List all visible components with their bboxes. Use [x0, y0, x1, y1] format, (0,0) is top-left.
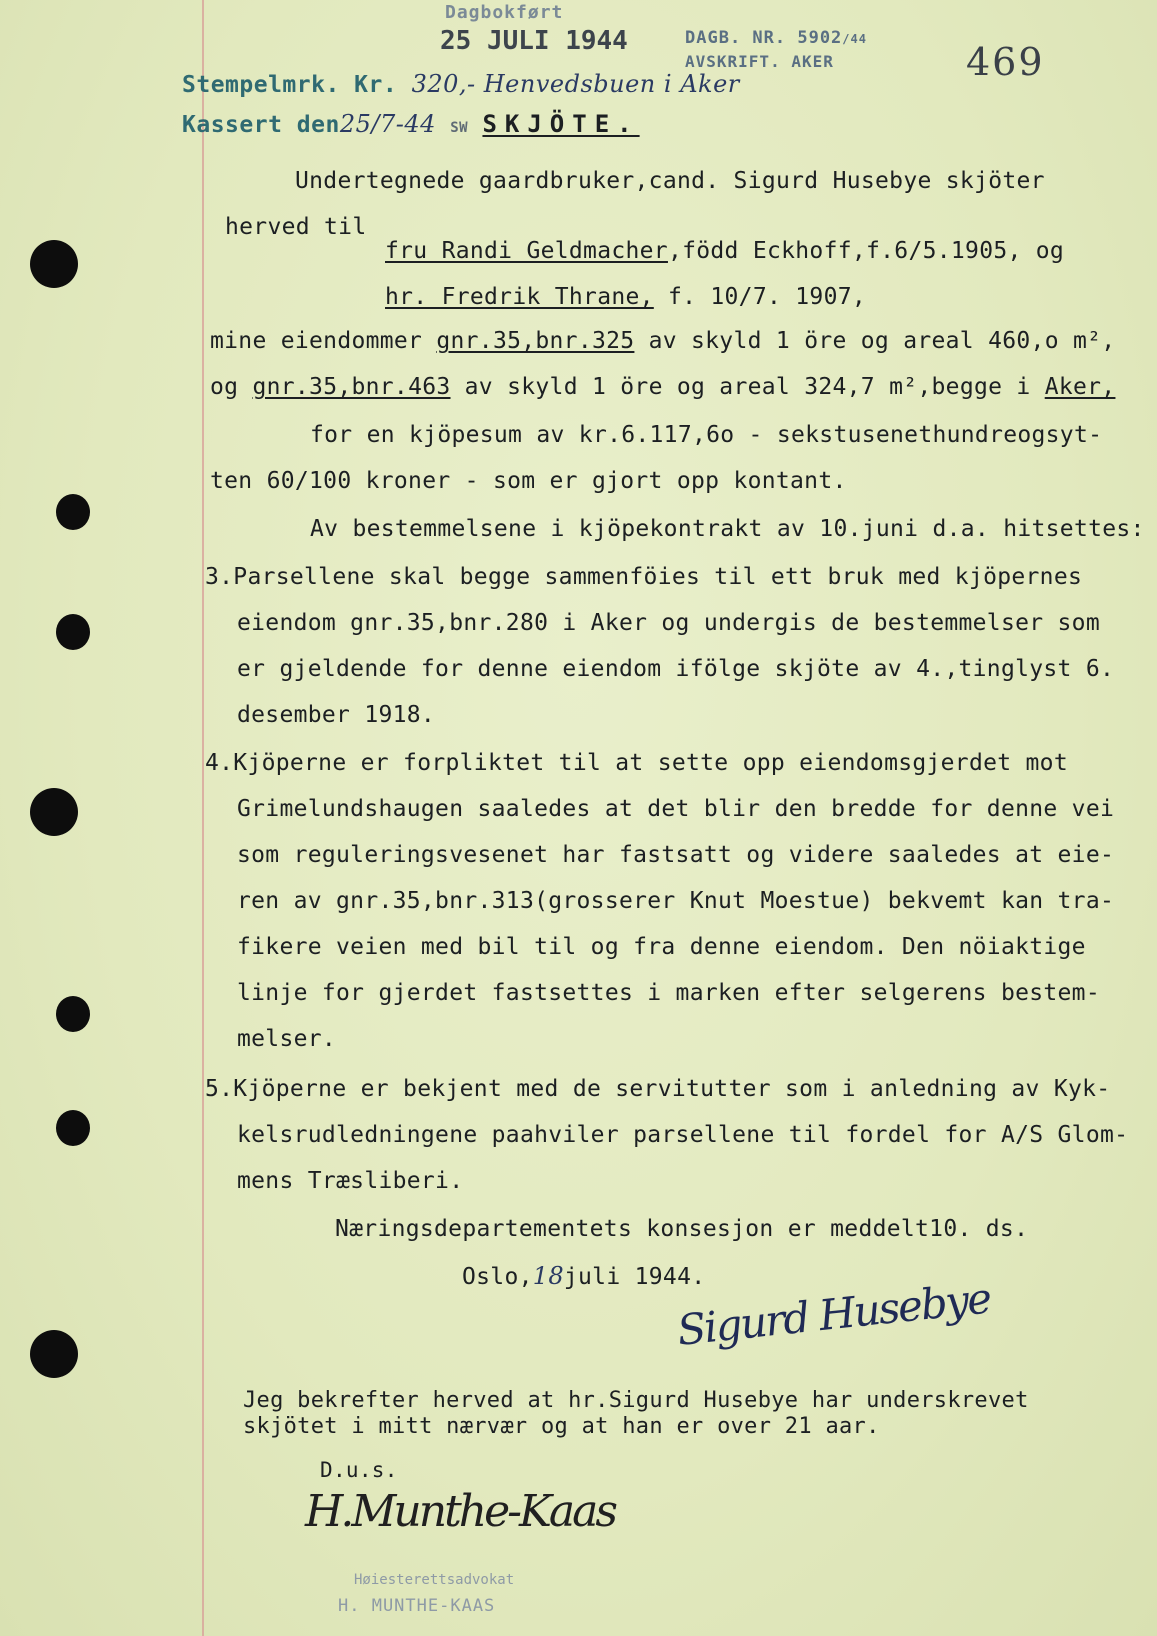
property-line-1: mine eiendommer gnr.35,bnr.325 av skyld 1 öre og areal 460,o m², — [210, 328, 1116, 354]
property-ref-2: gnr.35,bnr.463 — [252, 374, 451, 400]
document-title: SKJÖTE. — [482, 110, 640, 138]
punch-hole — [56, 996, 90, 1032]
text-line: som reguleringsvesenet har fastsatt og videre saaledes at eie- — [237, 842, 1115, 868]
stempel-line — [182, 70, 740, 98]
kassert-line — [182, 110, 640, 138]
punch-hole — [30, 240, 78, 288]
text-line: for en kjöpesum av kr.6.117,6o - sekstusenethundreogsyt- — [310, 422, 1103, 448]
dagbokfort-date-stamp: 25 JULI 1944 — [440, 26, 628, 56]
lawyer-stamp-name: H. MUNTHE-KAAS — [338, 1596, 496, 1616]
property-line-2: og gnr.35,bnr.463 av skyld 1 öre og areal 324,7 m²,begge i Aker, — [210, 374, 1116, 400]
dagb-nr-suffix: /44 — [842, 32, 867, 46]
text-line: 3.Parsellene skal begge sammenföies til ett bruk med kjöpernes — [205, 564, 1083, 590]
property-ref-1: gnr.35,bnr.325 — [436, 328, 635, 354]
text-line: mens Træsliberi. — [237, 1168, 464, 1194]
dagbokfort-stamp-label: Dagbokført — [445, 2, 564, 23]
seller-signature: Sigurd Husebye — [674, 1273, 993, 1355]
page-number: 469 — [966, 40, 1045, 84]
text-line: Av bestemmelsene i kjöpekontrakt av 10.juni d.a. hitsettes: — [310, 516, 1145, 542]
text-line: melser. — [237, 1026, 337, 1052]
punch-hole — [56, 614, 90, 650]
municipality: Aker, — [1044, 374, 1116, 400]
handwritten-day: 18 — [532, 1262, 564, 1290]
grantee-line-1: fru Randi Geldmacher,född Eckhoff,f.6/5.1905, og — [385, 238, 1065, 264]
witness-signature: H.Munthe-Kaas — [305, 1486, 615, 1537]
text-line: kelsrudledningene paahviler parsellene til fordel for A/S Glom- — [237, 1122, 1129, 1148]
lawyer-stamp-title: Høiesterettsadvokat — [354, 1572, 515, 1588]
text-line: desember 1918. — [237, 702, 436, 728]
text-line: Undertegnede gaardbruker,cand. Sigurd Husebye skjöter — [295, 168, 1045, 194]
grantee-name-1: fru Randi Geldmacher — [385, 238, 668, 264]
text-line: er gjeldende for denne eiendom ifölge skjöte av 4.,tinglyst 6. — [237, 656, 1115, 682]
margin-rule — [202, 0, 204, 1636]
text-line: 4.Kjöperne er forpliktet til at sette opp eiendomsgjerdet mot — [205, 750, 1068, 776]
text-line: Næringsdepartementets konsesjon er meddelt10. ds. — [335, 1216, 1029, 1242]
place-date-line: Oslo,18juli 1944. — [462, 1262, 706, 1290]
punch-hole — [56, 1110, 90, 1146]
kassert-label: Kassert den — [182, 112, 340, 138]
grantee-line-2: hr. Fredrik Thrane, f. 10/7. 1907, — [385, 284, 867, 310]
kassert-date: 25/7-44 — [339, 110, 436, 138]
text-line: herved til — [225, 214, 367, 240]
text-line: eiendom gnr.35,bnr.280 i Aker og undergis de bestemmelser som — [237, 610, 1100, 636]
stempel-value: 320,- Henvedsbuen i Aker — [411, 70, 740, 98]
text-line: fikere veien med bil til og fra denne eiendom. Den nöiaktige — [237, 934, 1086, 960]
punch-hole — [30, 1330, 78, 1378]
avskrift-stamp: AVSKRIFT. AKER — [685, 52, 834, 71]
grantee-name-2: hr. Fredrik Thrane, — [385, 284, 654, 310]
dus-line: D.u.s. — [320, 1458, 398, 1482]
kassert-initials: SW — [450, 120, 469, 136]
punch-hole — [30, 788, 78, 836]
attest-line-2: skjötet i mitt nærvær og at han er over 21 aar. — [243, 1414, 880, 1439]
punch-hole — [56, 494, 90, 530]
text-line: Grimelundshaugen saaledes at det blir den bredde for denne vei — [237, 796, 1115, 822]
text-line: ren av gnr.35,bnr.313(grosserer Knut Moestue) bekvemt kan tra- — [237, 888, 1115, 914]
dagb-nr-stamp — [685, 28, 867, 48]
text-line: linje for gjerdet fastsettes i marken efter selgerens bestem- — [237, 980, 1100, 1006]
text-line: 5.Kjöperne er bekjent med de servitutter som i anledning av Kyk- — [205, 1076, 1111, 1102]
attest-line-1: Jeg bekrefter herved at hr.Sigurd Husebye har underskrevet — [243, 1388, 1029, 1413]
dagb-nr: DAGB. NR. 5902 — [685, 28, 843, 48]
text-line: ten 60/100 kroner - som er gjort opp kontant. — [210, 468, 847, 494]
stempel-label: Stempelmrk. Kr. — [182, 72, 398, 98]
